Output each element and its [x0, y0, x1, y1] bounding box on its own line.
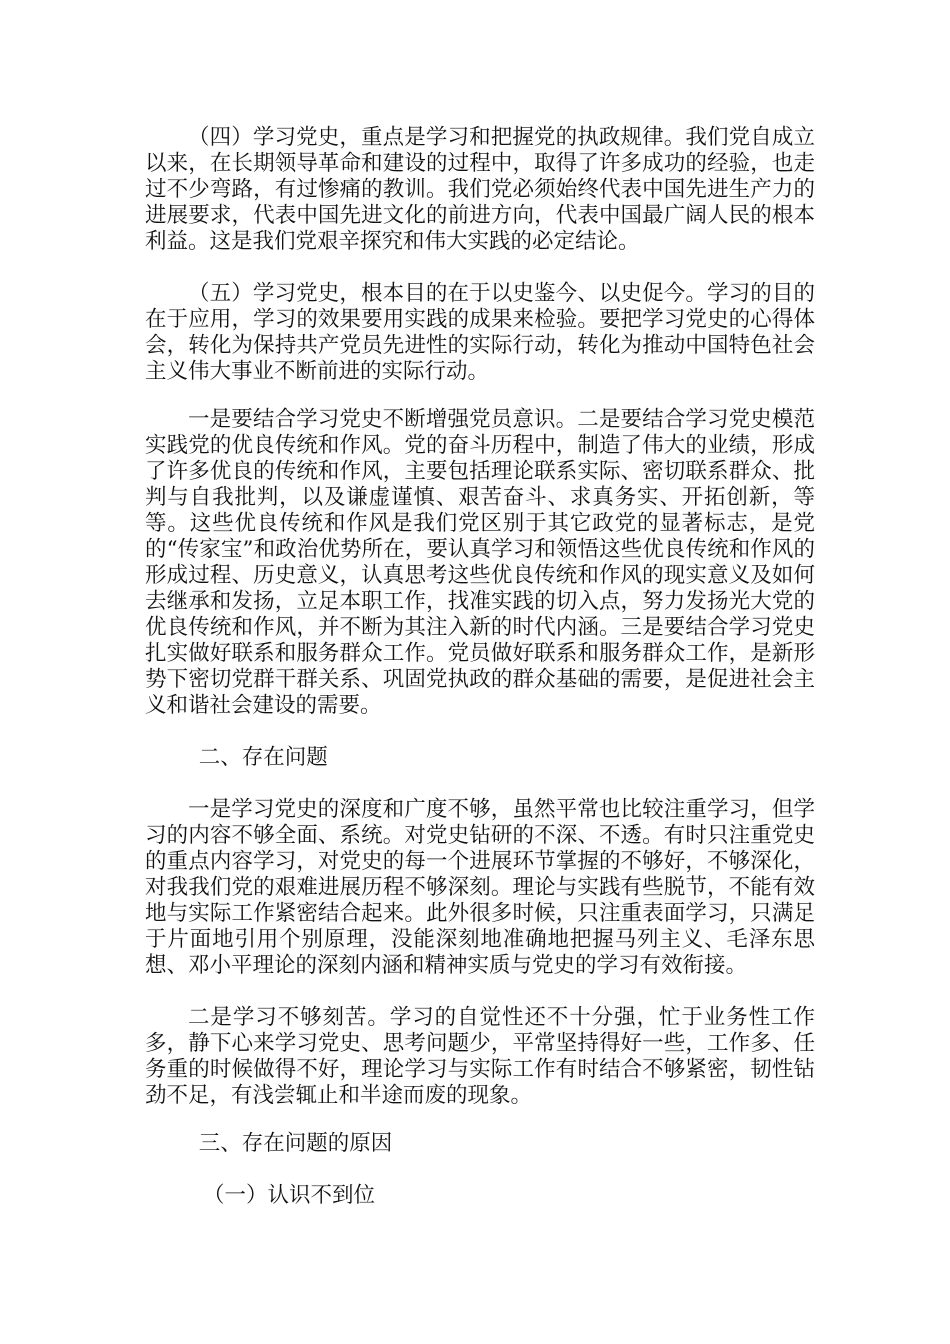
document-body [145, 125, 815, 1209]
paragraph-party-history-governance: （四）学习党史，重点是学习和把握党的执政规律。我们党自成立以来，在长期领导革命和建设的过程中，取得了许多成功的经验，也走过不少弯路，有过惨痛的教训。我们党必须始终代表中国先进生产力的进展要求，代表中国先进文化的前进方向，代表中国最广阔人民的根本利益。这是我们党艰辛探究和伟大实践的必定结论。 [145, 125, 815, 254]
paragraph-study-requirements: 一是要结合学习党史不断增强党员意识。二是要结合学习党史模范实践党的优良传统和作风。党的奋斗历程中，制造了伟大的业绩，形成了许多优良的传统和作风，主要包括理论联系实际、密切联系群众、批判与自我批判，以及谦虚谨慎、艰苦奋斗、求真务实、开拓创新，等等。这些优良传统和作风是我们党区别于其它政党的显著标志，是党的“传家宝”和政治优势所在，要认真学习和领悟这些优良传统和作风的形成过程、历史意义，认真思考这些优良传统和作风的现实意义及如何去继承和发扬，立足本职工作，找准实践的切入点，努力发扬光大党的优良传统和作风，并不断为其注入新的时代内涵。三是要结合学习党史扎实做好联系和服务群众工作。党员做好联系和服务群众工作，是新形势下密切党群干群关系、巩固党执政的群众基础的需要，是促进社会主义和谐社会建设的需要。 [145, 407, 815, 718]
paragraph-problem-diligence: 二是学习不够刻苦。学习的自觉性还不十分强，忙于业务性工作多，静下心来学习党史、思考问题少，平常坚持得好一些，工作多、任务重的时候做得不好，理论学习与实际工作有时结合不够紧密，韧性钻劲不足，有浅尝辄止和半途而废的现象。 [145, 1005, 815, 1108]
section-heading-existing-problems: 二、存在问题 [198, 745, 328, 770]
subheading-insufficient-awareness: （一）认识不到位 [203, 1183, 376, 1208]
section-heading-problem-causes: 三、存在问题的原因 [198, 1131, 393, 1156]
paragraph-problem-depth: 一是学习党史的深度和广度不够，虽然平常也比较注重学习，但学习的内容不够全面、系统。对党史钻研的不深、不透。有时只注重党史的重点内容学习，对党史的每一个进展环节掌握的不够好，不够深化，对我我们党的艰难进展历程不够深刻。理论与实践有些脱节，不能有效地与实际工作紧密结合起来。此外很多时候，只注重表面学习，只满足于片面地引用个别原理，没能深刻地准确地把握马列主义、毛泽东思想、邓小平理论的深刻内涵和精神实质与党史的学习有效衔接。 [145, 797, 815, 978]
paragraph-party-history-purpose: （五）学习党史，根本目的在于以史鉴今、以史促今。学习的目的在于应用，学习的效果要用实践的成果来检验。要把学习党史的心得体会，转化为保持共产党员先进性的实际行动，转化为推动中国特色社会主义伟大事业不断前进的实际行动。 [145, 281, 815, 384]
